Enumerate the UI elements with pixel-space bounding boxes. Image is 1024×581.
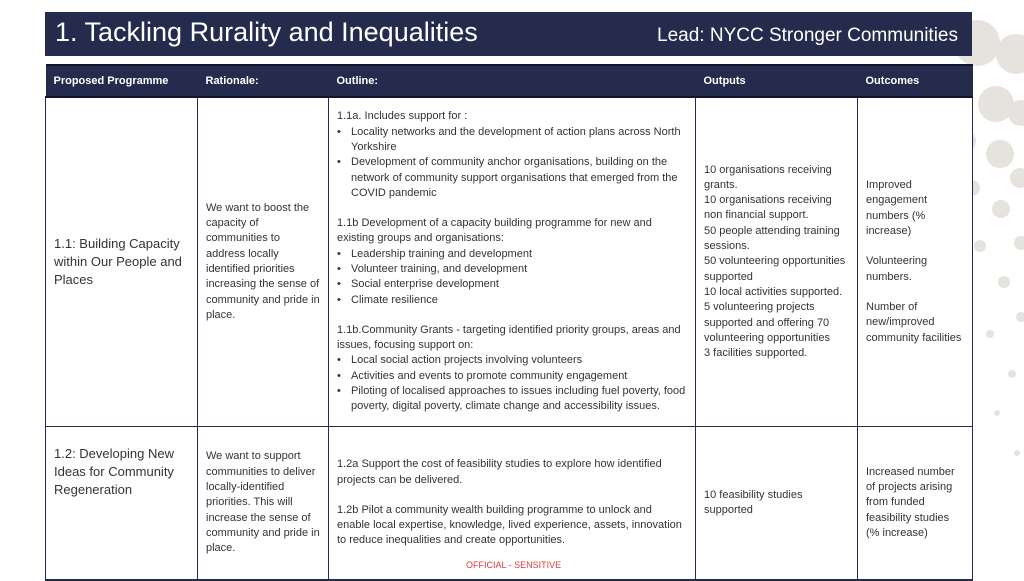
outline-bullet-list [337, 247, 687, 308]
outline-cell [329, 97, 696, 427]
output-item: 3 facilities supported. [704, 347, 808, 360]
outline-block-1-2b: 1.2b Pilot a community wealth building programme to unlock and enable local expertise, knowledge, lived experience, assets, innovation to reduce inequalities and create opportunities. [337, 503, 682, 547]
outcomes-cell: Increased number of projects arising from funded feasibility studies (% increase) [858, 427, 973, 581]
outputs-cell: 10 feasibility studies supported [696, 427, 858, 581]
outcomes-cell [858, 97, 973, 427]
programme-cell: 1.2: Developing New Ideas for Community Regeneration [46, 427, 198, 581]
outline-bullet-list [337, 353, 687, 414]
outputs-cell [696, 97, 858, 427]
list-item: • Climate resilience [351, 293, 687, 308]
outline-block-1-2a: 1.2a Support the cost of feasibility studies to explore how identified projects can be delivered. [337, 458, 662, 486]
output-item: 10 local activities supported. [704, 285, 843, 298]
table-row [46, 427, 973, 581]
programme-table [45, 64, 973, 581]
output-item: 5 volunteering projects supported and offering 70 volunteering opportunities [704, 301, 830, 344]
column-header-outputs: Outputs [696, 65, 858, 97]
title-bar [45, 12, 972, 56]
list-item: • Local social action projects involving volunteers [351, 353, 687, 368]
rationale-cell: We want to boost the capacity of communities to address locally identified priorities increasing the sense of community and pride in place. [198, 97, 329, 427]
column-header-rationale: Rationale: [198, 65, 329, 97]
classification-footer: OFFICIAL - SENSITIVE [466, 560, 562, 570]
list-item: • Development of community anchor organisations, building on the network of community support organisations that emerged from the COVID pandemic [351, 155, 687, 201]
list-item: • Locality networks and the development of action plans across North Yorkshire [351, 125, 687, 156]
column-header-outcomes: Outcomes [858, 65, 973, 97]
programme-cell: 1.1: Building Capacity within Our People and Places [46, 97, 198, 427]
outline-intro: 1.1b.Community Grants - targeting identified priority groups, areas and issues, focusing support on: [337, 323, 681, 352]
outline-intro: 1.1b Development of a capacity building programme for new and existing groups and organisations: [337, 217, 652, 245]
rationale-cell: We want to support communities to deliver locally-identified priorities. This will increase the sense of community and pride in place. [198, 427, 329, 581]
lead-label: Lead: NYCC Stronger Communities [657, 25, 958, 46]
outcome-item: Improved engagement numbers (% increase) [866, 179, 928, 238]
output-item: 50 people attending training sessions. [704, 224, 840, 253]
list-item: • Volunteer training, and development [351, 262, 687, 277]
list-item: • Leadership training and development [351, 247, 687, 262]
outline-intro: 1.1a. Includes support for : [337, 110, 468, 123]
outline-bullet-list [337, 125, 687, 201]
output-item: 10 organisations receiving grants. [704, 163, 832, 191]
column-header-outline: Outline: [329, 65, 696, 97]
column-header-programme: Proposed Programme [46, 65, 198, 97]
list-item: • Activities and events to promote community engagement [351, 369, 687, 384]
outline-block-community-grants [337, 323, 687, 415]
list-item: • Social enterprise development [351, 277, 687, 292]
table-row [46, 97, 973, 427]
output-item: 50 volunteering opportunities supported [704, 255, 846, 283]
list-item: • Piloting of localised approaches to issues including fuel poverty, food poverty, digital poverty, climate change and accessibility issues. [351, 384, 687, 415]
output-item: 10 organisations receiving non financial support. [704, 194, 832, 222]
page-title: 1. Tackling Rurality and Inequalities [55, 17, 478, 47]
outline-block-1-1a [337, 109, 687, 201]
table-header-row [46, 65, 973, 97]
outcome-item: Number of new/improved community facilities [866, 300, 962, 344]
outcome-item: Volunteering numbers. [866, 255, 928, 283]
outline-block-1-1b [337, 216, 687, 308]
outline-cell [329, 427, 696, 581]
